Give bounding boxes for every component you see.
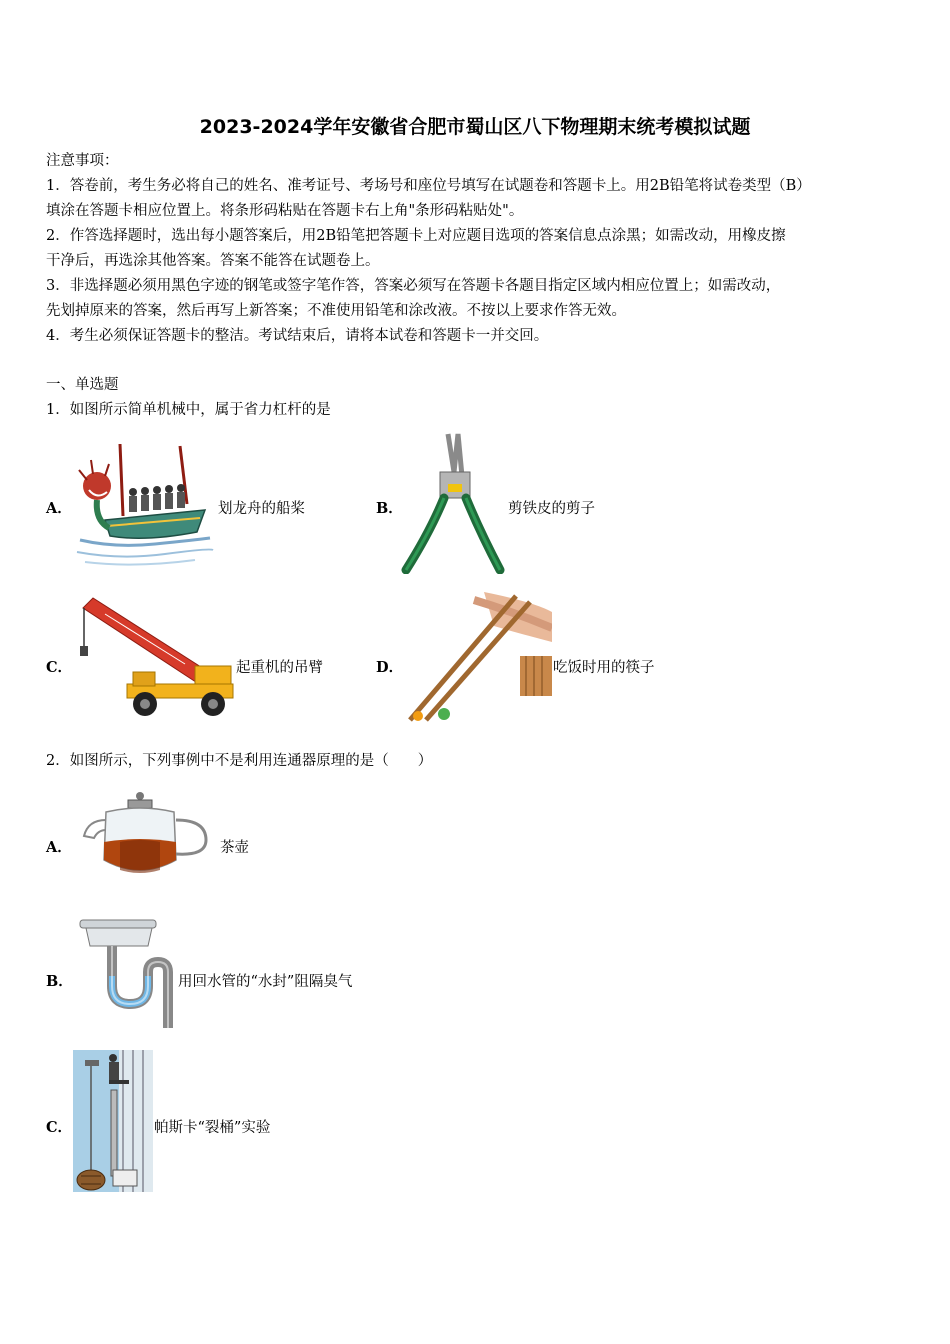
option-letter: A． [46, 500, 72, 517]
option-letter: A． [46, 839, 72, 856]
notice-line: 先划掉原来的答案，然后再写上新答案；不准使用铅笔和涂改液。不按以上要求作答无效。 [46, 303, 626, 319]
option-letter: D． [376, 659, 404, 676]
question-stem: 2．如图所示，下列事例中不是利用连通器原理的是（ ） [46, 753, 433, 769]
notice-line: 3．非选择题必须用黑色字迹的钢笔或签字笔作答，答案必须写在答题卡各题目指定区域内相应位置上；如需改动， [46, 278, 781, 294]
option-text: 起重机的吊臂 [236, 660, 323, 676]
option-letter: B． [376, 500, 403, 517]
option-text: 茶壶 [220, 840, 249, 856]
tin-snips-image [400, 432, 510, 574]
teapot-image [80, 790, 212, 882]
dragon-boat-image [75, 440, 215, 568]
sink-trap-image [78, 916, 174, 1030]
notice-line: 4．考生必须保证答题卡的整洁。考试结束后，请将本试卷和答题卡一并交回。 [46, 328, 549, 344]
notice-line: 1．答卷前，考生务必将自己的姓名、准考证号、考场号和座位号填写在试题卷和答题卡上。用2B铅笔将试卷类型（B） [46, 178, 811, 194]
option-text: 帕斯卡“裂桶”实验 [154, 1120, 271, 1136]
section-heading: 一、单选题 [46, 377, 119, 393]
notice-line: 干净后，再选涂其他答案。答案不能答在试题卷上。 [46, 253, 380, 269]
option-text: 剪铁皮的剪子 [508, 501, 595, 517]
chopsticks-image [404, 592, 552, 722]
option-letter: C． [46, 659, 73, 676]
option-text: 用回水管的“水封”阻隔臭气 [178, 974, 353, 990]
notice-heading: 注意事项： [46, 153, 119, 169]
crane-image [75, 594, 235, 720]
option-letter: C． [46, 1119, 73, 1136]
option-text: 吃饭时用的筷子 [553, 660, 655, 676]
pascal-barrel-image [73, 1050, 153, 1192]
page-title: 2023-2024学年安徽省合肥市蜀山区八下物理期末统考模拟试题 [199, 116, 751, 138]
option-text: 划龙舟的船桨 [218, 501, 305, 517]
option-letter: B． [46, 973, 73, 990]
notice-line: 填涂在答题卡相应位置上。将条形码粘贴在答题卡右上角"条形码粘贴处"。 [46, 203, 524, 219]
notice-line: 2．作答选择题时，选出每小题答案后，用2B铅笔把答题卡上对应题目选项的答案信息点涂黑；如需改动，用橡皮擦 [46, 228, 786, 244]
question-stem: 1．如图所示简单机械中，属于省力杠杆的是 [46, 402, 331, 418]
